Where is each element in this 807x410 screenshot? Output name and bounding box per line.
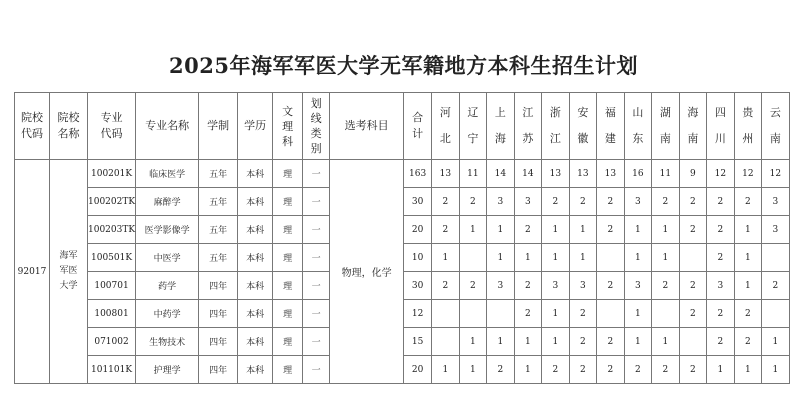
quota-cell: 2 (734, 328, 762, 356)
track-cell: 理 (273, 160, 303, 188)
major-name-cell: 中药学 (136, 300, 199, 328)
quota-cell: 12 (734, 160, 762, 188)
degree-cell: 本科 (238, 272, 273, 300)
quota-cell: 2 (542, 188, 570, 216)
track-cell: 理 (273, 216, 303, 244)
quota-cell (432, 300, 460, 328)
quota-cell: 2 (707, 328, 735, 356)
header-text: 徽 (577, 132, 589, 145)
track-cell: 理 (273, 300, 303, 328)
total-cell: 20 (404, 356, 432, 384)
quota-cell: 1 (734, 244, 762, 272)
header-text: 北 (439, 132, 451, 145)
duration-cell: 五年 (199, 188, 238, 216)
quota-cell (762, 300, 790, 328)
header-province (432, 93, 460, 160)
header-text: 贵 (742, 106, 754, 119)
quota-cell (597, 300, 625, 328)
quota-cell: 2 (652, 356, 680, 384)
major-name-cell: 护理学 (136, 356, 199, 384)
header-text: 川 (714, 132, 726, 145)
quota-cell: 2 (459, 188, 487, 216)
total-cell: 163 (404, 160, 432, 188)
header-text: 湖 (659, 106, 671, 119)
quota-cell (487, 300, 515, 328)
quota-cell: 3 (762, 216, 790, 244)
quota-cell: 2 (432, 216, 460, 244)
header-track (273, 93, 303, 160)
degree-cell: 本科 (238, 216, 273, 244)
quota-cell: 2 (707, 188, 735, 216)
major-code-cell: 101101K (88, 356, 136, 384)
header-total (404, 93, 432, 160)
degree-cell: 本科 (238, 328, 273, 356)
quota-cell (597, 244, 625, 272)
quota-cell: 13 (597, 160, 625, 188)
major-name-cell: 麻醉学 (136, 188, 199, 216)
quota-cell: 9 (679, 160, 707, 188)
quota-cell: 2 (569, 356, 597, 384)
major-name-cell: 中医学 (136, 244, 199, 272)
major-name-cell: 药学 (136, 272, 199, 300)
quota-cell: 1 (624, 216, 652, 244)
quota-cell: 1 (734, 272, 762, 300)
quota-cell: 3 (624, 272, 652, 300)
quota-cell: 2 (707, 244, 735, 272)
major-name-cell: 生物技术 (136, 328, 199, 356)
quota-cell: 2 (597, 216, 625, 244)
quota-cell: 2 (487, 356, 515, 384)
quota-cell: 2 (624, 356, 652, 384)
quota-cell: 11 (459, 160, 487, 188)
quota-cell: 3 (569, 272, 597, 300)
header-school-name (50, 93, 88, 160)
line-type-cell: 一 (303, 216, 330, 244)
quota-cell: 1 (432, 244, 460, 272)
line-type-cell: 一 (303, 328, 330, 356)
quota-cell: 1 (432, 356, 460, 384)
header-province (597, 93, 625, 160)
header-text: 南 (687, 132, 699, 145)
header-text: 州 (742, 132, 754, 145)
quota-cell: 1 (762, 356, 790, 384)
quota-cell: 2 (762, 272, 790, 300)
header-province (679, 93, 707, 160)
header-text: 海 (687, 106, 699, 119)
header-text: 福 (604, 106, 616, 119)
table-row (15, 160, 790, 188)
header-text: 浙 (549, 106, 561, 119)
header-text: 江 (549, 132, 561, 145)
major-code-cell: 100202TK (88, 188, 136, 216)
quota-cell: 2 (514, 300, 542, 328)
quota-cell: 2 (679, 188, 707, 216)
quota-cell: 1 (569, 244, 597, 272)
quota-cell: 3 (487, 188, 515, 216)
header-province (762, 93, 790, 160)
quota-cell: 1 (652, 328, 680, 356)
total-cell: 20 (404, 216, 432, 244)
quota-cell: 12 (762, 160, 790, 188)
school-code-cell: 92017 (15, 160, 50, 384)
quota-cell: 1 (734, 356, 762, 384)
quota-cell: 1 (542, 300, 570, 328)
duration-cell: 四年 (199, 272, 238, 300)
quota-cell: 3 (542, 272, 570, 300)
header-text: 院校 (21, 111, 43, 124)
quota-cell: 3 (514, 188, 542, 216)
quota-cell: 3 (487, 272, 515, 300)
quota-cell (652, 300, 680, 328)
header-province (569, 93, 597, 160)
degree-cell: 本科 (238, 160, 273, 188)
quota-cell: 2 (514, 216, 542, 244)
quota-cell: 2 (652, 272, 680, 300)
quota-cell (459, 300, 487, 328)
header-province (734, 93, 762, 160)
total-cell: 15 (404, 328, 432, 356)
header-province (514, 93, 542, 160)
major-code-cell: 100701 (88, 272, 136, 300)
quota-cell: 2 (514, 272, 542, 300)
header-province (707, 93, 735, 160)
track-cell: 理 (273, 188, 303, 216)
quota-cell: 11 (652, 160, 680, 188)
duration-cell: 四年 (199, 300, 238, 328)
quota-cell: 2 (459, 272, 487, 300)
line-type-cell: 一 (303, 244, 330, 272)
quota-cell: 1 (624, 244, 652, 272)
header-text: 科 (282, 134, 294, 148)
total-cell: 10 (404, 244, 432, 272)
header-text: 南 (659, 132, 671, 145)
quota-cell: 1 (514, 356, 542, 384)
total-cell: 30 (404, 188, 432, 216)
school-name-line: 大学 (59, 281, 78, 291)
total-cell: 30 (404, 272, 432, 300)
header-text: 四 (714, 106, 726, 119)
quota-cell: 2 (679, 216, 707, 244)
quota-cell: 13 (569, 160, 597, 188)
major-code-cell: 100501K (88, 244, 136, 272)
header-province (459, 93, 487, 160)
quota-cell: 1 (734, 216, 762, 244)
quota-cell: 13 (432, 160, 460, 188)
header-text: 宁 (467, 132, 479, 145)
line-type-cell: 一 (303, 356, 330, 384)
header-text: 辽 (467, 106, 479, 119)
header-province (487, 93, 515, 160)
header-text: 计 (412, 127, 424, 140)
header-text: 类 (310, 127, 322, 140)
quota-cell: 1 (459, 216, 487, 244)
quota-cell: 1 (459, 356, 487, 384)
quota-cell: 1 (762, 328, 790, 356)
duration-cell: 五年 (199, 216, 238, 244)
header-text: 安 (577, 106, 589, 119)
quota-cell: 14 (487, 160, 515, 188)
quota-cell: 1 (624, 328, 652, 356)
quota-cell: 1 (652, 244, 680, 272)
track-cell: 理 (273, 328, 303, 356)
quota-cell: 3 (624, 188, 652, 216)
header-text: 江 (522, 106, 534, 119)
header-text: 名称 (57, 127, 80, 140)
quota-cell: 2 (707, 300, 735, 328)
subjects-cell: 物理，化学 (330, 160, 404, 384)
major-name-cell: 临床医学 (136, 160, 199, 188)
header-text: 合 (412, 111, 424, 124)
quota-cell: 1 (487, 328, 515, 356)
header-text: 院校 (57, 111, 80, 124)
school-name-line: 海军 (59, 251, 78, 261)
quota-cell: 2 (569, 300, 597, 328)
header-degree: 学历 (238, 93, 273, 160)
header-text: 苏 (522, 132, 534, 145)
enrollment-plan-table (14, 92, 790, 384)
header-text: 别 (310, 142, 322, 155)
track-cell: 理 (273, 244, 303, 272)
quota-cell: 2 (597, 328, 625, 356)
quota-cell: 12 (707, 160, 735, 188)
header-text: 山 (632, 106, 644, 119)
quota-cell: 2 (597, 272, 625, 300)
track-cell: 理 (273, 272, 303, 300)
header-major-name: 专业名称 (136, 93, 199, 160)
header-text: 代码 (21, 127, 43, 140)
quota-cell: 2 (569, 328, 597, 356)
quota-cell: 1 (459, 328, 487, 356)
quota-cell: 2 (734, 300, 762, 328)
major-code-cell: 071002 (88, 328, 136, 356)
header-province (624, 93, 652, 160)
quota-cell: 2 (679, 356, 707, 384)
quota-cell: 2 (432, 188, 460, 216)
degree-cell: 本科 (238, 188, 273, 216)
quota-cell: 1 (542, 216, 570, 244)
header-text: 东 (632, 132, 644, 145)
track-cell: 理 (273, 356, 303, 384)
quota-cell: 2 (679, 300, 707, 328)
quota-cell: 13 (542, 160, 570, 188)
line-type-cell: 一 (303, 160, 330, 188)
quota-cell: 3 (762, 188, 790, 216)
page-title: 2025年海军军医大学无军籍地方本科生招生计划 (169, 53, 638, 78)
degree-cell: 本科 (238, 300, 273, 328)
quota-cell (459, 244, 487, 272)
header-text: 划 (310, 97, 322, 110)
quota-cell: 1 (487, 216, 515, 244)
major-code-cell: 100201K (88, 160, 136, 188)
quota-cell: 1 (514, 328, 542, 356)
header-text: 南 (769, 132, 781, 145)
header-province (652, 93, 680, 160)
quota-cell (679, 328, 707, 356)
quota-cell: 2 (597, 188, 625, 216)
quota-cell: 3 (707, 272, 735, 300)
line-type-cell: 一 (303, 272, 330, 300)
header-major-code (88, 93, 136, 160)
header-text: 云 (769, 106, 781, 119)
duration-cell: 四年 (199, 356, 238, 384)
header-text: 建 (604, 132, 616, 145)
quota-cell (679, 244, 707, 272)
header-line-type (303, 93, 330, 160)
quota-cell: 2 (597, 356, 625, 384)
header-text: 海 (494, 132, 506, 145)
degree-cell: 本科 (238, 356, 273, 384)
quota-cell: 2 (734, 188, 762, 216)
quota-cell: 2 (569, 188, 597, 216)
school-name-line: 军医 (59, 266, 78, 276)
quota-cell: 1 (542, 244, 570, 272)
major-name-cell: 医学影像学 (136, 216, 199, 244)
line-type-cell: 一 (303, 188, 330, 216)
quota-cell: 1 (624, 300, 652, 328)
quota-cell (432, 328, 460, 356)
header-text: 理 (282, 119, 294, 133)
total-cell: 12 (404, 300, 432, 328)
quota-cell: 1 (652, 216, 680, 244)
header-text: 文 (282, 104, 294, 118)
header-subjects: 选考科目 (330, 93, 404, 160)
degree-cell: 本科 (238, 244, 273, 272)
quota-cell: 1 (569, 216, 597, 244)
quota-cell (762, 244, 790, 272)
quota-cell: 2 (542, 356, 570, 384)
quota-cell: 1 (514, 244, 542, 272)
quota-cell: 2 (707, 216, 735, 244)
major-code-cell: 100801 (88, 300, 136, 328)
header-text: 代码 (100, 127, 123, 140)
header-text: 上 (494, 106, 506, 119)
header-text: 线 (310, 112, 322, 125)
quota-cell: 1 (707, 356, 735, 384)
line-type-cell: 一 (303, 300, 330, 328)
quota-cell: 1 (487, 244, 515, 272)
quota-cell: 14 (514, 160, 542, 188)
quota-cell: 2 (652, 188, 680, 216)
header-school-code (15, 93, 50, 160)
duration-cell: 五年 (199, 160, 238, 188)
duration-cell: 四年 (199, 328, 238, 356)
school-name-cell (50, 160, 88, 384)
header-province (542, 93, 570, 160)
duration-cell: 五年 (199, 244, 238, 272)
header-text: 专业 (100, 111, 123, 124)
header-text: 河 (439, 106, 451, 119)
major-code-cell: 100203TK (88, 216, 136, 244)
quota-cell: 1 (542, 328, 570, 356)
quota-cell: 2 (679, 272, 707, 300)
header-duration: 学制 (199, 93, 238, 160)
quota-cell: 16 (624, 160, 652, 188)
quota-cell: 2 (432, 272, 460, 300)
